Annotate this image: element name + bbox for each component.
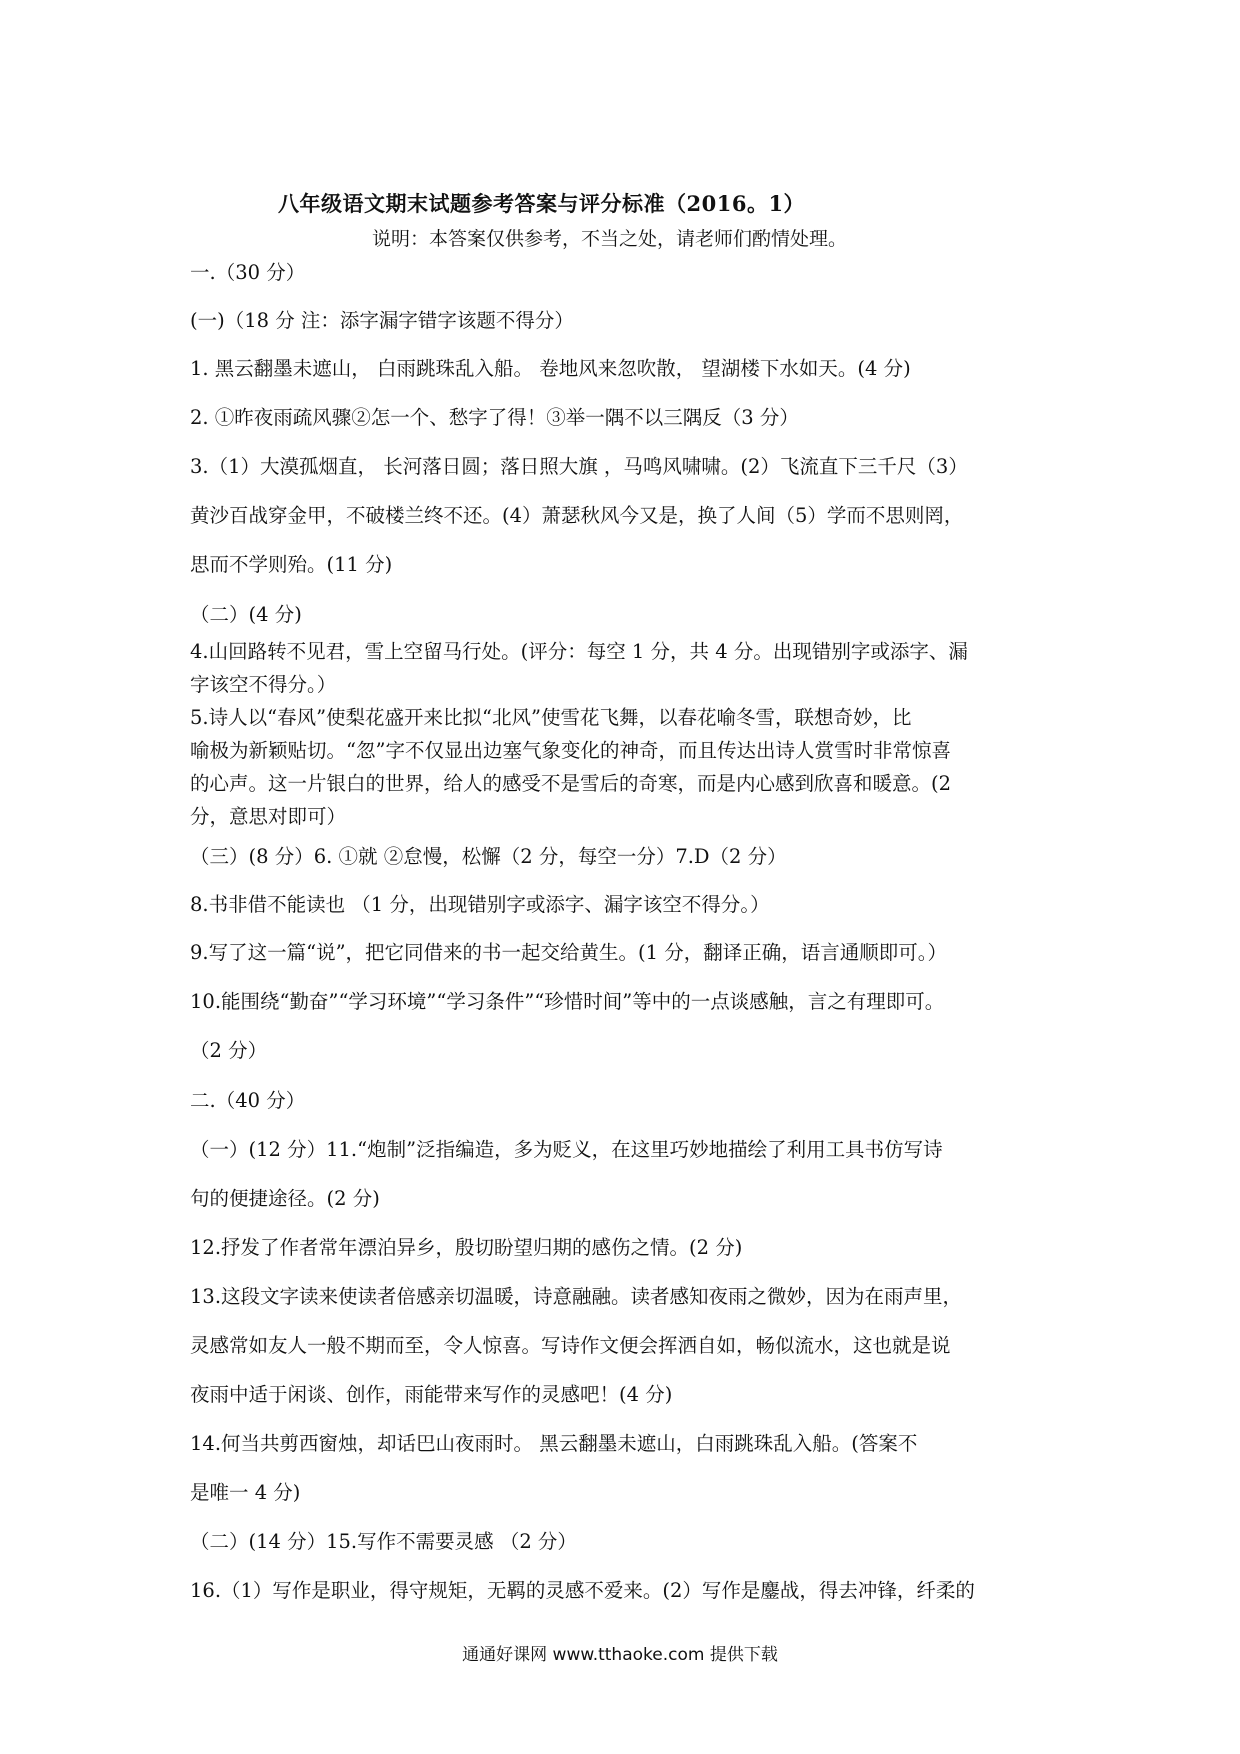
text-line: 1. 黑云翻墨未遮山， 白雨跳珠乱入船。 卷地风来忽吹散， 望湖楼下水如天。(4 分) xyxy=(190,357,911,380)
text-line: 4.山回路转不见君，雪上空留马行处。(评分：每空 1 分，共 4 分。出现错别字或添字、漏 xyxy=(190,640,968,663)
text-line: 3.（1）大漠孤烟直， 长河落日圆；落日照大旗 ，马鸣风啸啸。(2）飞流直下三千尺（3） xyxy=(190,455,968,478)
text-line: （2 分） xyxy=(190,1039,268,1062)
download-footer: 通通好课网 www.tthaoke.com 提供下载 xyxy=(462,1645,778,1665)
text-line: （一）(12 分）11.“炮制”泛指编造，多为贬义，在这里巧妙地描绘了利用工具书仿写诗 xyxy=(190,1138,943,1161)
text-line: 一.（30 分） xyxy=(190,261,306,284)
text-line: 字该空不得分。） xyxy=(190,673,337,696)
text-line: 9.写了这一篇“说”，把它同借来的书一起交给黄生。(1 分，翻译正确，语言通顺即可。） xyxy=(190,941,948,964)
text-line: 喻极为新颖贴切。“忽”字不仅显出边塞气象变化的神奇，而且传达出诗人赏雪时非常惊喜 xyxy=(190,739,951,762)
text-line: 8.书非借不能读也 （1 分，出现错别字或添字、漏字该空不得分。） xyxy=(190,893,770,916)
text-line: 二.（40 分） xyxy=(190,1089,306,1112)
text-line: （二）(14 分）15.写作不需要灵感 （2 分） xyxy=(190,1530,577,1553)
text-line: 分，意思对即可） xyxy=(190,805,347,828)
text-line: 灵感常如友人一般不期而至，令人惊喜。写诗作文便会挥洒自如，畅似流水，这也就是说 xyxy=(190,1334,951,1357)
text-line: 14.何当共剪西窗烛，却话巴山夜雨时。 黑云翻墨未遮山，白雨跳珠乱入船。(答案不 xyxy=(190,1432,918,1455)
text-line: 10.能围绕“勤奋”“学习环境”“学习条件”“珍惜时间”等中的一点谈感触，言之有理即可。 xyxy=(190,990,945,1013)
text-line: 5.诗人以“春风”使梨花盛开来比拟“北风”使雪花飞舞，以春花喻冬雪，联想奇妙，比 xyxy=(190,706,912,729)
text-line: 思而不学则殆。(11 分) xyxy=(190,553,393,576)
document-note: 说明：本答案仅供参考，不当之处，请老师们酌情处理。 xyxy=(372,228,848,250)
text-line: （三）(8 分）6. ①就 ②怠慢，松懈（2 分，每空一分）7.D（2 分） xyxy=(190,845,787,868)
text-line: 黄沙百战穿金甲，不破楼兰终不还。(4）萧瑟秋风今又是，换了人间（5）学而不思则罔， xyxy=(190,504,964,527)
document-title: 八年级语文期末试题参考答案与评分标准（2016。1） xyxy=(278,191,806,216)
text-line: 句的便捷途径。(2 分) xyxy=(190,1187,380,1210)
text-line: 夜雨中适于闲谈、创作，雨能带来写作的灵感吧！(4 分) xyxy=(190,1383,673,1406)
text-line: 12.抒发了作者常年漂泊异乡，殷切盼望归期的感伤之情。(2 分) xyxy=(190,1236,743,1259)
text-line: （二）(4 分) xyxy=(190,603,302,626)
text-line: 16.（1）写作是职业，得守规矩，无羁的灵感不爱来。(2）写作是鏖战，得去冲锋，纤柔的 xyxy=(190,1579,975,1602)
text-line: (一)（18 分 注：添字漏字错字该题不得分） xyxy=(190,309,574,332)
text-line: 的心声。这一片银白的世界，给人的感受不是雪后的奇寒，而是内心感到欣喜和暖意。(2 xyxy=(190,772,952,795)
text-line: 是唯一 4 分) xyxy=(190,1481,301,1504)
text-line: 13.这段文字读来使读者倍感亲切温暖，诗意融融。读者感知夜雨之微妙，因为在雨声里， xyxy=(190,1285,963,1308)
text-line: 2. ①昨夜雨疏风骤②怎一个、愁字了得！③举一隅不以三隅反（3 分） xyxy=(190,406,799,429)
